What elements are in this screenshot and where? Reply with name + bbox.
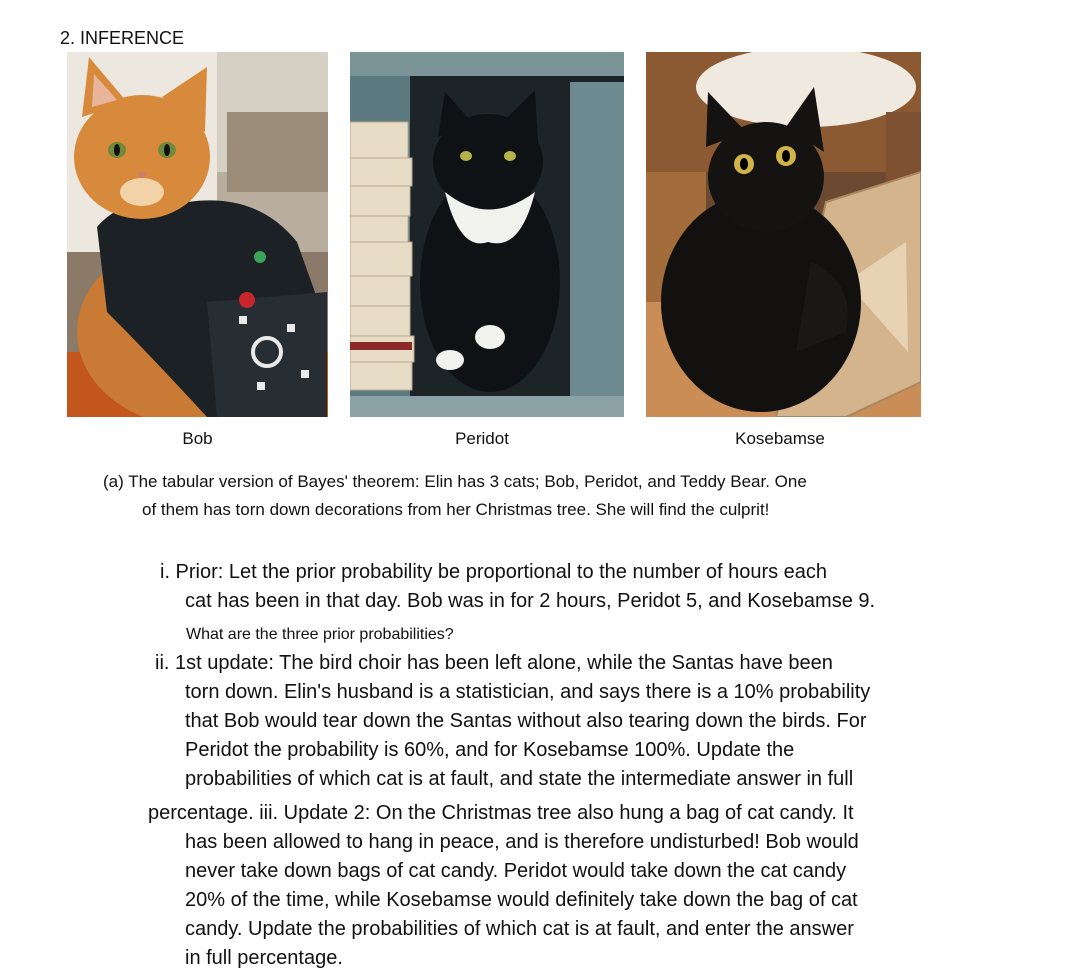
question-line: ii. 1st update: The bird choir has been left alone, while the Santas have been (155, 652, 833, 674)
question-line: What are the three prior probabilities? (186, 626, 454, 643)
orange-cat-photo-icon (67, 52, 328, 417)
question-line: percentage. iii. Update 2: On the Christmas tree also hung a bag of cat candy. It (148, 802, 854, 824)
black-cat-photo-icon (646, 52, 921, 417)
question-line: probabilities of which cat is at fault, and state the intermediate answer in full (185, 768, 854, 790)
tuxedo-cat-photo-icon (350, 52, 624, 417)
question-line: that Bob would tear down the Santas without also tearing down the birds. For (185, 710, 867, 732)
question-line: cat has been in that day. Bob was in for 2 hours, Peridot 5, and Kosebamse 9. (185, 590, 876, 612)
caption-peridot: Peridot (455, 429, 509, 448)
question-line: 20% of the time, while Kosebamse would definitely take down the bag of cat (185, 889, 858, 911)
question-line: has been allowed to hang in peace, and is therefore undisturbed! Bob would (185, 831, 859, 853)
question-line: candy. Update the probabilities of which cat is at fault, and enter the answer (185, 918, 854, 940)
question-line: i. Prior: Let the prior probability be proportional to the number of hours each (160, 561, 828, 583)
bob-cat-photo (67, 52, 328, 417)
kosebamse-cat-photo (646, 52, 921, 417)
caption-bob: Bob (182, 429, 213, 448)
part-a-line: of them has torn down decorations from her Christmas tree. She will find the culprit! (142, 500, 770, 519)
caption-kosebamse: Kosebamse (735, 429, 825, 448)
section-heading: 2. INFERENCE (60, 28, 185, 48)
question-line: never take down bags of cat candy. Peridot would take down the cat candy (185, 860, 847, 882)
peridot-cat-photo (350, 52, 624, 417)
question-line: torn down. Elin's husband is a statistician, and says there is a 10% probability (185, 681, 871, 703)
question-line: in full percentage. (185, 947, 343, 969)
part-a-line: (a) The tabular version of Bayes' theorem: Elin has 3 cats; Bob, Peridot, and Teddy Bear. One (103, 472, 807, 491)
question-line: Peridot the probability is 60%, and for Kosebamse 100%. Update the (185, 739, 795, 761)
